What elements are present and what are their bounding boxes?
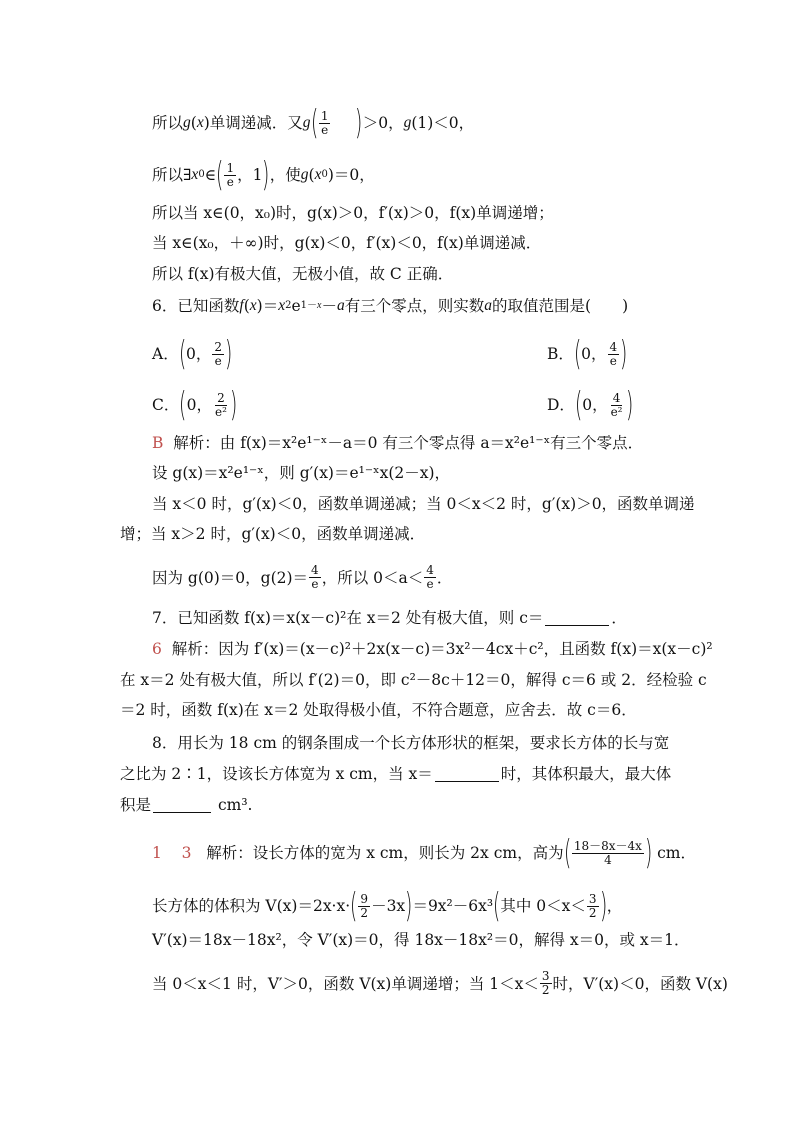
- solution-7-line-3: ＝2 时，函数 f(x)在 x＝2 处取得极小值，不符合题意，应舍去．故 c＝6．: [120, 701, 637, 719]
- text: 由 f(x)＝x²e¹⁻ˣ－a＝0 有三个零点得 a＝x²e¹⁻ˣ有三个零点．: [219, 434, 644, 452]
- text: 的取值范围是( ): [492, 297, 629, 315]
- text: 所以∃: [152, 166, 192, 184]
- solution-8-line-4: 当 0＜x＜1 时，V′＞0，函数 V(x)单调递增；当 1＜x＜ $\frac{3}{2}$ 时，V′(x)＜0，函数 V(x): [152, 969, 728, 997]
- text: ∈: [204, 166, 217, 184]
- solution-6-line-5: 因为 g(0)＝0，g(2)＝ $\frac{4}{e}$ ，所以 0＜a＜ $\frac{4}{e}$ ．: [152, 563, 453, 591]
- question-8-line-1: 8．用长为 18 cm 的钢条围成一个长方体形状的框架，要求长方体的长与宽: [152, 734, 670, 752]
- line-1: 所以 g ( x ) 单调递减．又 g ( $\frac{1}{e}$ ) ＞0， g (1)＜0，: [152, 103, 475, 143]
- solution-8-line-1: 1 3 解析： 设长方体的宽为 x cm，则长为 2x cm，高为 ( $\frac{18-8x-4x}{4}$ ) cm．: [152, 833, 697, 873]
- option-c[interactable]: C． ( 0， $\frac{2}{\text{e²}}$ ): [152, 385, 238, 425]
- solution-7-line-2: 在 x＝2 处有极大值，所以 f′(2)＝0，即 c²－8c＋12＝0，解得 c＝6 或 2．经检验 c: [120, 671, 707, 689]
- answer: 6: [152, 640, 162, 658]
- option-a[interactable]: A． ( 0， $\frac{2}{e}$ ): [152, 334, 233, 374]
- options-row-2: [152, 385, 712, 425]
- options-row-1: [152, 334, 712, 374]
- text: (1)＜0，: [411, 114, 475, 132]
- solution-8-line-3: V′(x)＝18x－18x²，令 V′(x)＝0，得 18x－18x²＝0，解得 x＝0，或 x＝1．: [152, 931, 690, 949]
- solution-6-line-3: 当 x＜0 时，g′(x)＜0，函数单调递减；当 0＜x＜2 时，g′(x)＞0，函数单调递: [152, 495, 695, 513]
- fraction: $\frac{1}{e}$: [226, 160, 235, 189]
- solution-7-line-1: 6 解析： 因为 f′(x)＝(x－c)²＋2x(x－c)＝3x²－4cx＋c²，且函数 f(x)＝x(x－c)²: [152, 640, 713, 658]
- text: ＝0，: [333, 166, 375, 184]
- answer: B: [152, 434, 164, 452]
- solution-8-line-2: 长方体的体积为 V(x)＝2x·x· ( $\frac{9}{2}$ －3x ) ＝9x²－6x³ ( 其中 0＜x＜ $\frac{3}{2}$ ) ，: [152, 886, 623, 926]
- text: 1: [252, 166, 263, 184]
- answer-blank-1[interactable]: [435, 767, 499, 782]
- solution-6-line-2: 设 g(x)＝x²e¹⁻ˣ，则 g′(x)＝e¹⁻ˣx(2－x)，: [152, 464, 451, 482]
- line-5: 所以 f(x)有极大值，无极小值，故 C 正确．: [152, 265, 454, 283]
- option-b[interactable]: B． ( 0， $\frac{4}{e}$ ): [547, 334, 628, 374]
- text: 6．已知函数: [152, 297, 240, 315]
- question-8-line-3: 积是 cm³.: [120, 796, 253, 814]
- label: 解析：: [173, 434, 220, 452]
- answer-blank-2[interactable]: [153, 798, 211, 813]
- text: 所以: [152, 114, 184, 132]
- answer-blank[interactable]: [545, 611, 609, 626]
- fraction: $\frac{1}{e}$: [320, 108, 329, 137]
- text: ，使: [269, 166, 301, 184]
- line-3: 所以当 x∈(0，x₀)时，g(x)＞0，f′(x)＞0，f(x)单调递增；: [152, 204, 554, 222]
- line-2: 所以∃ x 0 ∈ ( $\frac{1}{e}$ ， 1 ) ，使 g ( x 0 ) ＝0，: [152, 155, 375, 195]
- question-7: 7．已知函数 f(x)＝x(x－c)²在 x＝2 处有极大值，则 c＝ ．: [152, 609, 627, 627]
- solution-6-line-1: [152, 433, 712, 453]
- question-8-line-2: 之比为 2∶1，设该长方体宽为 x cm，当 x＝ 时，其体积最大，最大体: [120, 765, 672, 783]
- solution-6-line-4: 增；当 x＞2 时，g′(x)＜0，函数单调递减．: [120, 525, 426, 543]
- option-d[interactable]: D． ( 0， $\frac{4}{\text{e²}}$ ): [547, 385, 633, 425]
- text: 有三个零点，则实数: [344, 297, 485, 315]
- text: ＞0，: [362, 114, 404, 132]
- text: 单调递减．又: [209, 114, 303, 132]
- question-6-stem: 6．已知函数 f ( x )＝ x 2 e 1－x － a 有三个零点，则实数 a 的取值范围是( ): [152, 297, 629, 315]
- line-4: 当 x∈(x₀，＋∞)时，g(x)＜0，f′(x)＜0，f(x)单调递减．: [152, 234, 542, 252]
